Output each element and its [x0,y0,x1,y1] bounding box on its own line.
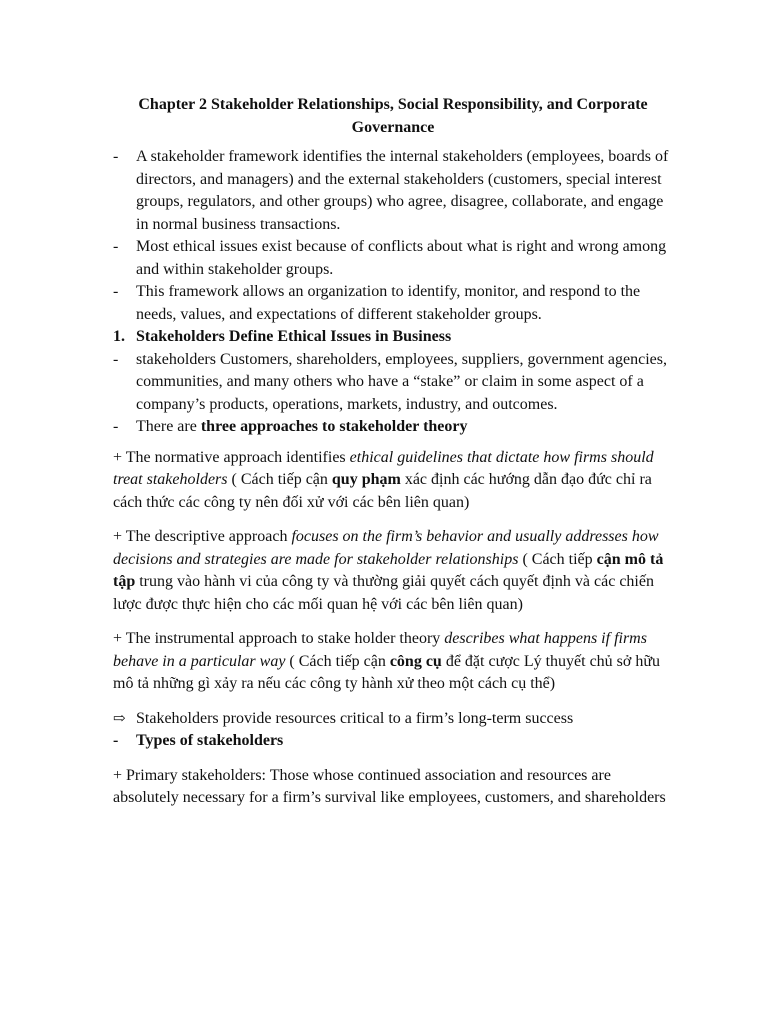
chapter-title: Chapter 2 Stakeholder Relationships, Social Responsibility, and Corporate Governance [138,96,648,136]
dash-marker: - [113,238,119,255]
normative-italic: ethical guidelines that dictate how firms should treat stakeholders [113,448,654,488]
normative-vn-open: ( Cách tiếp cận [227,471,332,488]
bullet-text-bold: three approaches to stakeholder theory [200,418,468,435]
section-heading-text: Stakeholders Define Ethical Issues in Business [136,328,452,345]
bullet-text-prefix: There are [136,418,201,435]
instrumental-italic: describes what happens if firms behave in a particular way [113,630,647,670]
dash-marker: - [113,283,119,300]
arrow-right-icon: ⇨ [113,710,126,727]
instrumental-vn-open: ( Cách tiếp cận [285,652,390,670]
dash-marker: - [113,350,119,368]
descriptive-prefix: + The descriptive approach [113,528,292,545]
bullet-text: Most ethical issues exist because of conflicts about what is right and wrong among and within stakeholder groups. [136,238,667,278]
bullet-text: This framework allows an organization to identify, monitor, and respond to the needs, values, and expectations of different stakeholder groups. [136,283,641,323]
bullet-item-stakeholders [113,349,673,417]
instrumental-vn-bold: công cụ [389,652,442,670]
bullet-text: A stakeholder framework identifies the internal stakeholders (employees, boards of directors, and managers) and the external stakeholders (customers, special interest groups, regulators, and other groups) who agree, disagree, collaborate, and engage in normal business transactions. [136,148,669,233]
paragraph-normative-approach [113,447,673,515]
section-number: 1. [113,328,125,345]
paragraph-descriptive-approach [113,526,673,616]
arrow-item-text: Stakeholders provide resources critical to a firm’s long-term success [136,709,574,727]
dash-marker: - [113,418,119,435]
descriptive-vn-rest: trung vào hành vi của công ty và thường giải quyết cách quyết định và các chiến lược được thực hiện cho các mối quan hệ với các bên liên quan) [113,573,654,613]
types-of-stakeholders-heading [113,730,673,753]
arrow-item-resources [113,708,673,731]
section-heading-1 [113,326,673,349]
paragraph-instrumental-approach [113,628,673,696]
descriptive-vn-open: ( Cách tiếp [518,550,597,568]
normative-vn-bold: quy phạm [331,471,401,488]
normative-prefix: + The normative approach identifies [113,448,350,466]
normative-vn-rest: xác định các hướng dẫn đạo đức chỉ ra cách thức các công ty nên đối xử với các bên liên quan) [113,471,652,511]
bullet-text: stakeholders Customers, shareholders, employees, suppliers, government agencies, communities, and many others who have a “stake” or claim in some aspect of a company’s products, operations, markets, industry, and outcomes. [136,350,667,413]
bullet-item-three-approaches [113,416,673,439]
dash-marker: - [113,732,119,749]
dash-marker: - [113,148,119,165]
descriptive-italic: focuses on the firm’s behavior and usually addresses how decisions and strategies are made for stakeholder relationships [113,528,659,568]
bullet-item-ethical-issues [113,236,673,281]
document-body [113,94,673,810]
bullet-item-framework-purpose [113,281,673,326]
instrumental-prefix: + The instrumental approach to stake holder theory [113,630,445,647]
bullet-item-framework [113,146,673,236]
paragraph-primary-stakeholders: + Primary stakeholders: Those whose continued association and resources are absolutely necessary for a firm’s survival like employees, customers, and shareholders [113,766,666,806]
instrumental-vn-rest: để đặt cược Lý thuyết chủ sở hữu mô tả những gì xảy ra nếu các công ty hành xử theo một cách cụ thể) [113,652,661,692]
descriptive-vn-bold: cận mô tả tập [113,550,664,590]
types-heading-text: Types of stakeholders [136,732,284,749]
